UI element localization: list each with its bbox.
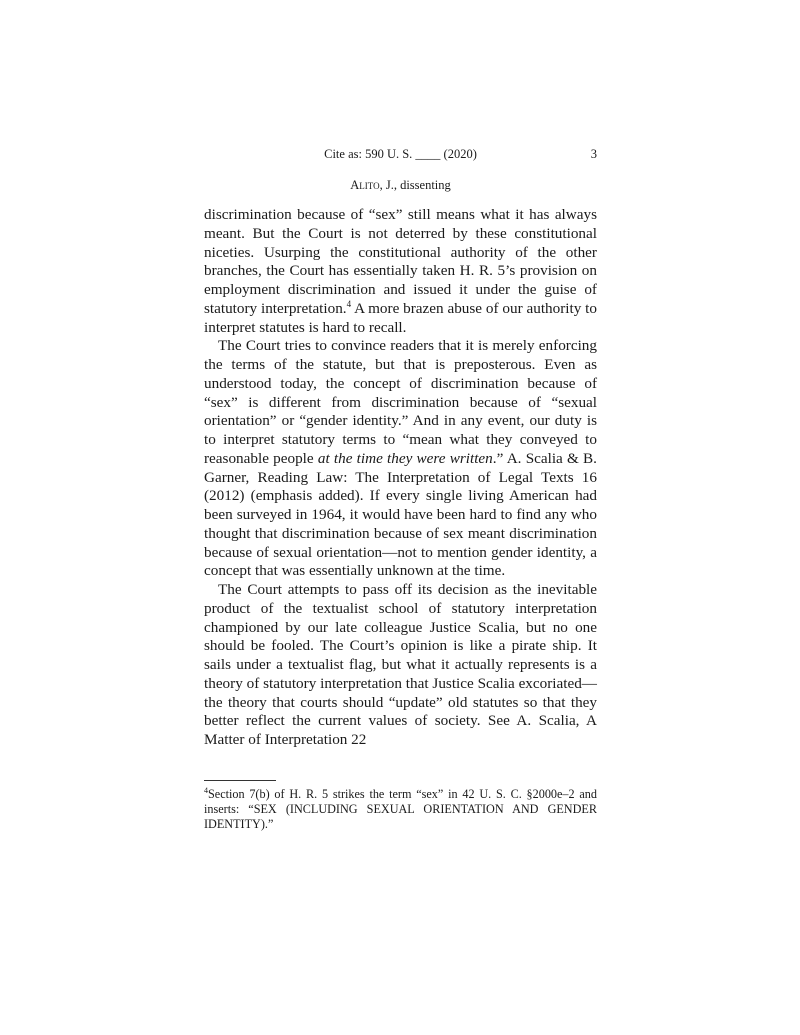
paragraph-2-text: The Court tries to convince readers that it is merely enforcing the terms of the statute, but that is preposterous. Even as understood today, the concept of discrimination because of “sex” is different from discrimination because of “sexual orientation” or “gender identity.” And in any event, our duty is to interpret statutory terms to “mean what they conveyed to reasonable people <box>204 337 597 467</box>
footnote-divider <box>204 780 276 781</box>
opinion-type: , J., dissenting <box>379 178 451 192</box>
paragraph-2 <box>204 337 597 581</box>
author-name: Alito <box>350 178 380 192</box>
paragraph-2-text-end: .” A. Scalia & B. Garner, Reading Law: The Interpretation of Legal Texts 16 (2012) (emphasis added). If every single living American had been surveyed in 1964, it would have been hard to find any who thought that discrimination because of sex meant discrimination because of sexual orientation—not to mention gender identity, a concept that was essentially unknown at the time. <box>204 449 597 580</box>
footnote-number: 4 <box>204 785 208 795</box>
footnote <box>204 787 597 833</box>
emphasis-text: at the time they were written <box>317 449 493 467</box>
opinion-body <box>204 206 597 750</box>
opinion-author-line <box>204 178 597 193</box>
paragraph-1 <box>204 206 597 337</box>
page-number: 3 <box>590 147 597 161</box>
footnote-reference: 4 <box>346 298 352 309</box>
running-header <box>204 147 597 165</box>
paragraph-1-text-end: A more brazen abuse of our authority to interpret statutes is hard to recall. <box>204 299 597 336</box>
footnote-text: Section 7(b) of H. R. 5 strikes the term “sex” in 42 U. S. C. §2000e–2 and inserts: “SEX (INCLUDING SEXUAL ORIENTATION AND GENDER IDENTITY).” <box>204 787 597 832</box>
paragraph-3: The Court attempts to pass off its decision as the inevitable product of the textualist school of statutory interpretation championed by our late colleague Justice Scalia, but no one should be fooled. The Court’s opinion is like a pirate ship. It sails under a textualist flag, but what it actually represents is a theory of statutory interpretation that Justice Scalia excoriated—the theory that courts should “update” old statutes so that they better reflect the current values of society. See A. Scalia, A Matter of Interpretation 22 <box>204 581 597 748</box>
paragraph-1-text: discrimination because of “sex” still means what it has always meant. But the Court is not deterred by these constitutional niceties. Usurping the constitutional authority of the other branches, the Court has essentially taken H. R. 5’s provision on employment discrimination and issued it under the guise of statutory interpretation. <box>204 206 597 317</box>
citation: Cite as: 590 U. S. ____ (2020) <box>324 147 477 161</box>
